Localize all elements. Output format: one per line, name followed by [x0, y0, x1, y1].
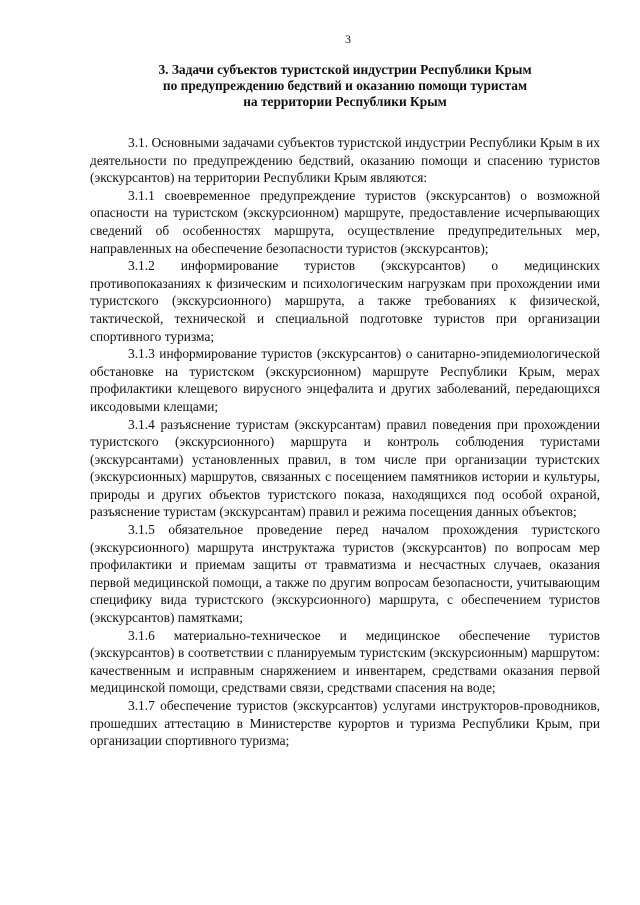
page-number: 3	[345, 32, 351, 46]
heading-line-2: по предупреждению бедствий и оказанию помощи туристам	[162, 78, 528, 93]
paragraph-3-1-5: 3.1.5 обязательное проведение перед началом прохождения туристского (экскурсионного) маршрута инструктажа туристов (экскурсантов) по вопросам мер профилактики и приемам защиты от травматизма и несчастных случаев, оказания первой медицинской помощи, а также по другим вопросам безопасности, учитывающим специфику вида туристского (экскурсионного) маршрута, с обеспечением туристов (экскурсантов) памятками;	[90, 522, 600, 626]
paragraph-3-1-4: 3.1.4 разъяснение туристам (экскурсантам) правил поведения при прохождении туристского (экскурсионного) маршрута и контроль соблюдения туристами (экскурсантами) установленных правил, в том числе при организации туристских (экскурсионных) маршрутов, связанных с посещением памятников истории и культуры, природы и других объектов туристского показа, находящихся под особой охраной, разъяснение туристам (экскурсантам) правил и режима посещения данных объектов;	[90, 416, 600, 520]
paragraph-3-1-1: 3.1.1 своевременное предупреждение туристов (экскурсантов) о возможной опасности на туристском (экскурсионном) маршруте, предоставление исчерпывающих сведений об особенностях маршрута, осуществление предупредительных мер, направленных на обеспечение безопасности туристов (экскурсантов);	[90, 187, 600, 256]
heading-line-3: на территории Республики Крым	[243, 94, 447, 109]
paragraph-3-1-7: 3.1.7 обеспечение туристов (экскурсантов) услугами инструкторов-проводников, прошедших аттестацию в Министерстве курортов и туризма Республики Крым, при организации спортивного туризма;	[90, 698, 600, 749]
heading-line-1: 3. Задачи субъектов туристской индустрии Республики Крым	[158, 62, 532, 77]
paragraph-3-1-6: 3.1.6 материально-техническое и медицинское обеспечение туристов (экскурсантов) в соответствии с планируемым туристским (экскурсионным) маршрутом: качественным и исправным снаряжением и инвентарем, средствами оказания первой медицинской помощи, средствами связи, средствами спасения на воде;	[90, 627, 600, 696]
paragraph-3-1: 3.1. Основными задачами субъектов туристской индустрии Республики Крым в их деятельности по предупреждению бедствий, оказанию помощи и спасению туристов (экскурсантов) на территории Республики Крым являются:	[90, 135, 600, 186]
section-heading	[90, 62, 600, 110]
paragraph-3-1-3: 3.1.3 информирование туристов (экскурсантов) о санитарно-эпидемиологической обстановке на туристском (экскурсионном) маршруте Республики Крым, мерах профилактики клещевого вирусного энцефалита и других заболеваний, передающихся иксодовыми клещами;	[90, 346, 600, 414]
paragraph-3-1-2: 3.1.2 информирование туристов (экскурсантов) о медицинских противопоказаниях к физическим и психологическим нагрузкам при прохождении ими туристского (экскурсионного) маршрута, а также требованиях к физической, тактической, технической и специальной подготовке туристов при организации спортивного туризма;	[90, 258, 600, 344]
section-body	[90, 134, 600, 750]
